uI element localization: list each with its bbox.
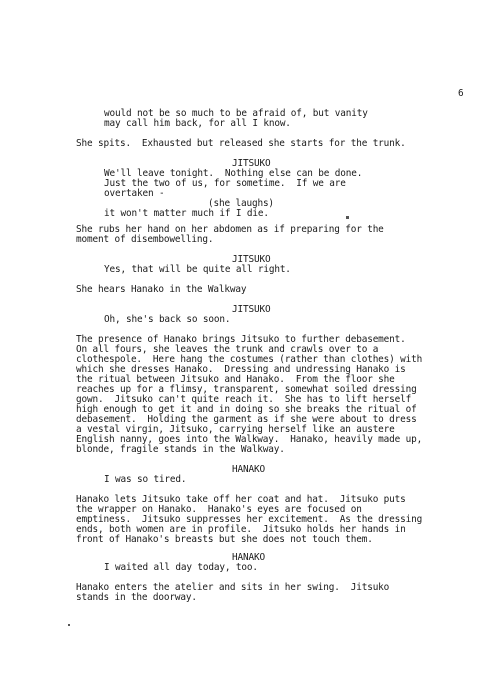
- action-line: front of Hanako's breasts but she does not touch them.: [76, 534, 373, 545]
- action-line: ends, both women are in profile. Jitsuko holds her hands in: [76, 524, 406, 535]
- dialogue-line: I waited all day today, too.: [104, 562, 258, 573]
- action-line: Hanako lets Jitsuko take off her coat and hat. Jitsuko puts: [76, 494, 406, 505]
- action-line: English nanny, goes into the Walkway. Hanako, heavily made up,: [76, 434, 423, 445]
- speaker-name: HANAKO: [232, 464, 265, 475]
- action-line: blonde, fragile stands in the Walkway.: [76, 444, 285, 455]
- dialogue-line: Oh, she's back so soon.: [104, 314, 231, 325]
- dialogue-line: overtaken -: [104, 188, 165, 199]
- dialogue-line: would not be so much to be afraid of, but vanity: [104, 108, 368, 119]
- parenthetical: (she laughs): [208, 198, 274, 209]
- speaker-name: HANAKO: [232, 552, 265, 563]
- speaker-name: JITSUKO: [232, 304, 271, 315]
- dialogue-line: may call him back, for all I know.: [104, 118, 291, 129]
- dialogue-line: Just the two of us, for sometime. If we are: [104, 178, 346, 189]
- action-line: gown. Jitsuko can't quite reach it. She has to lift herself: [76, 394, 412, 405]
- action-line: moment of disembowelling.: [76, 234, 214, 245]
- action-line: Hanako enters the atelier and sits in her swing. Jitsuko: [76, 582, 390, 593]
- stray-mark: [346, 216, 349, 219]
- page-number: 6: [458, 88, 464, 99]
- action-line: She spits. Exhausted but released she starts for the trunk.: [76, 138, 406, 149]
- dialogue-line: I was so tired.: [104, 474, 187, 485]
- action-line: clothespole. Here hang the costumes (rather than clothes) with: [76, 354, 423, 365]
- action-line: the wrapper on Hanako. Hanako's eyes are focused on: [76, 504, 362, 515]
- action-line: She hears Hanako in the Walkway: [76, 284, 247, 295]
- speaker-name: JITSUKO: [232, 158, 271, 169]
- stray-mark: [68, 624, 70, 626]
- action-line: She rubs her hand on her abdomen as if preparing for the: [76, 224, 384, 235]
- action-line: The presence of Hanako brings Jitsuko to further debasement.: [76, 334, 406, 345]
- speaker-name: JITSUKO: [232, 254, 271, 265]
- action-line: reaches up for a flimsy, transparent, somewhat soiled dressing: [76, 384, 417, 395]
- dialogue-line: We'll leave tonight. Nothing else can be done.: [104, 168, 363, 179]
- action-line: the ritual between Jitsuko and Hanako. From the floor she: [76, 374, 395, 385]
- action-line: a vestal virgin, Jitsuko, carrying herself like an austere: [76, 424, 395, 435]
- dialogue-line: Yes, that will be quite all right.: [104, 264, 291, 275]
- action-line: debasement. Holding the garment as if she were about to dress: [76, 414, 417, 425]
- action-line: emptiness. Jitsuko suppresses her excitement. As the dressing: [76, 514, 423, 525]
- dialogue-line: it won't matter much if I die.: [104, 208, 269, 219]
- action-line: which she dresses Hanako. Dressing and undressing Hanako is: [76, 364, 406, 375]
- action-line: stands in the doorway.: [76, 592, 197, 603]
- action-line: high enough to get it and in doing so she breaks the ritual of: [76, 404, 417, 415]
- action-line: On all fours, she leaves the trunk and crawls over to a: [76, 344, 379, 355]
